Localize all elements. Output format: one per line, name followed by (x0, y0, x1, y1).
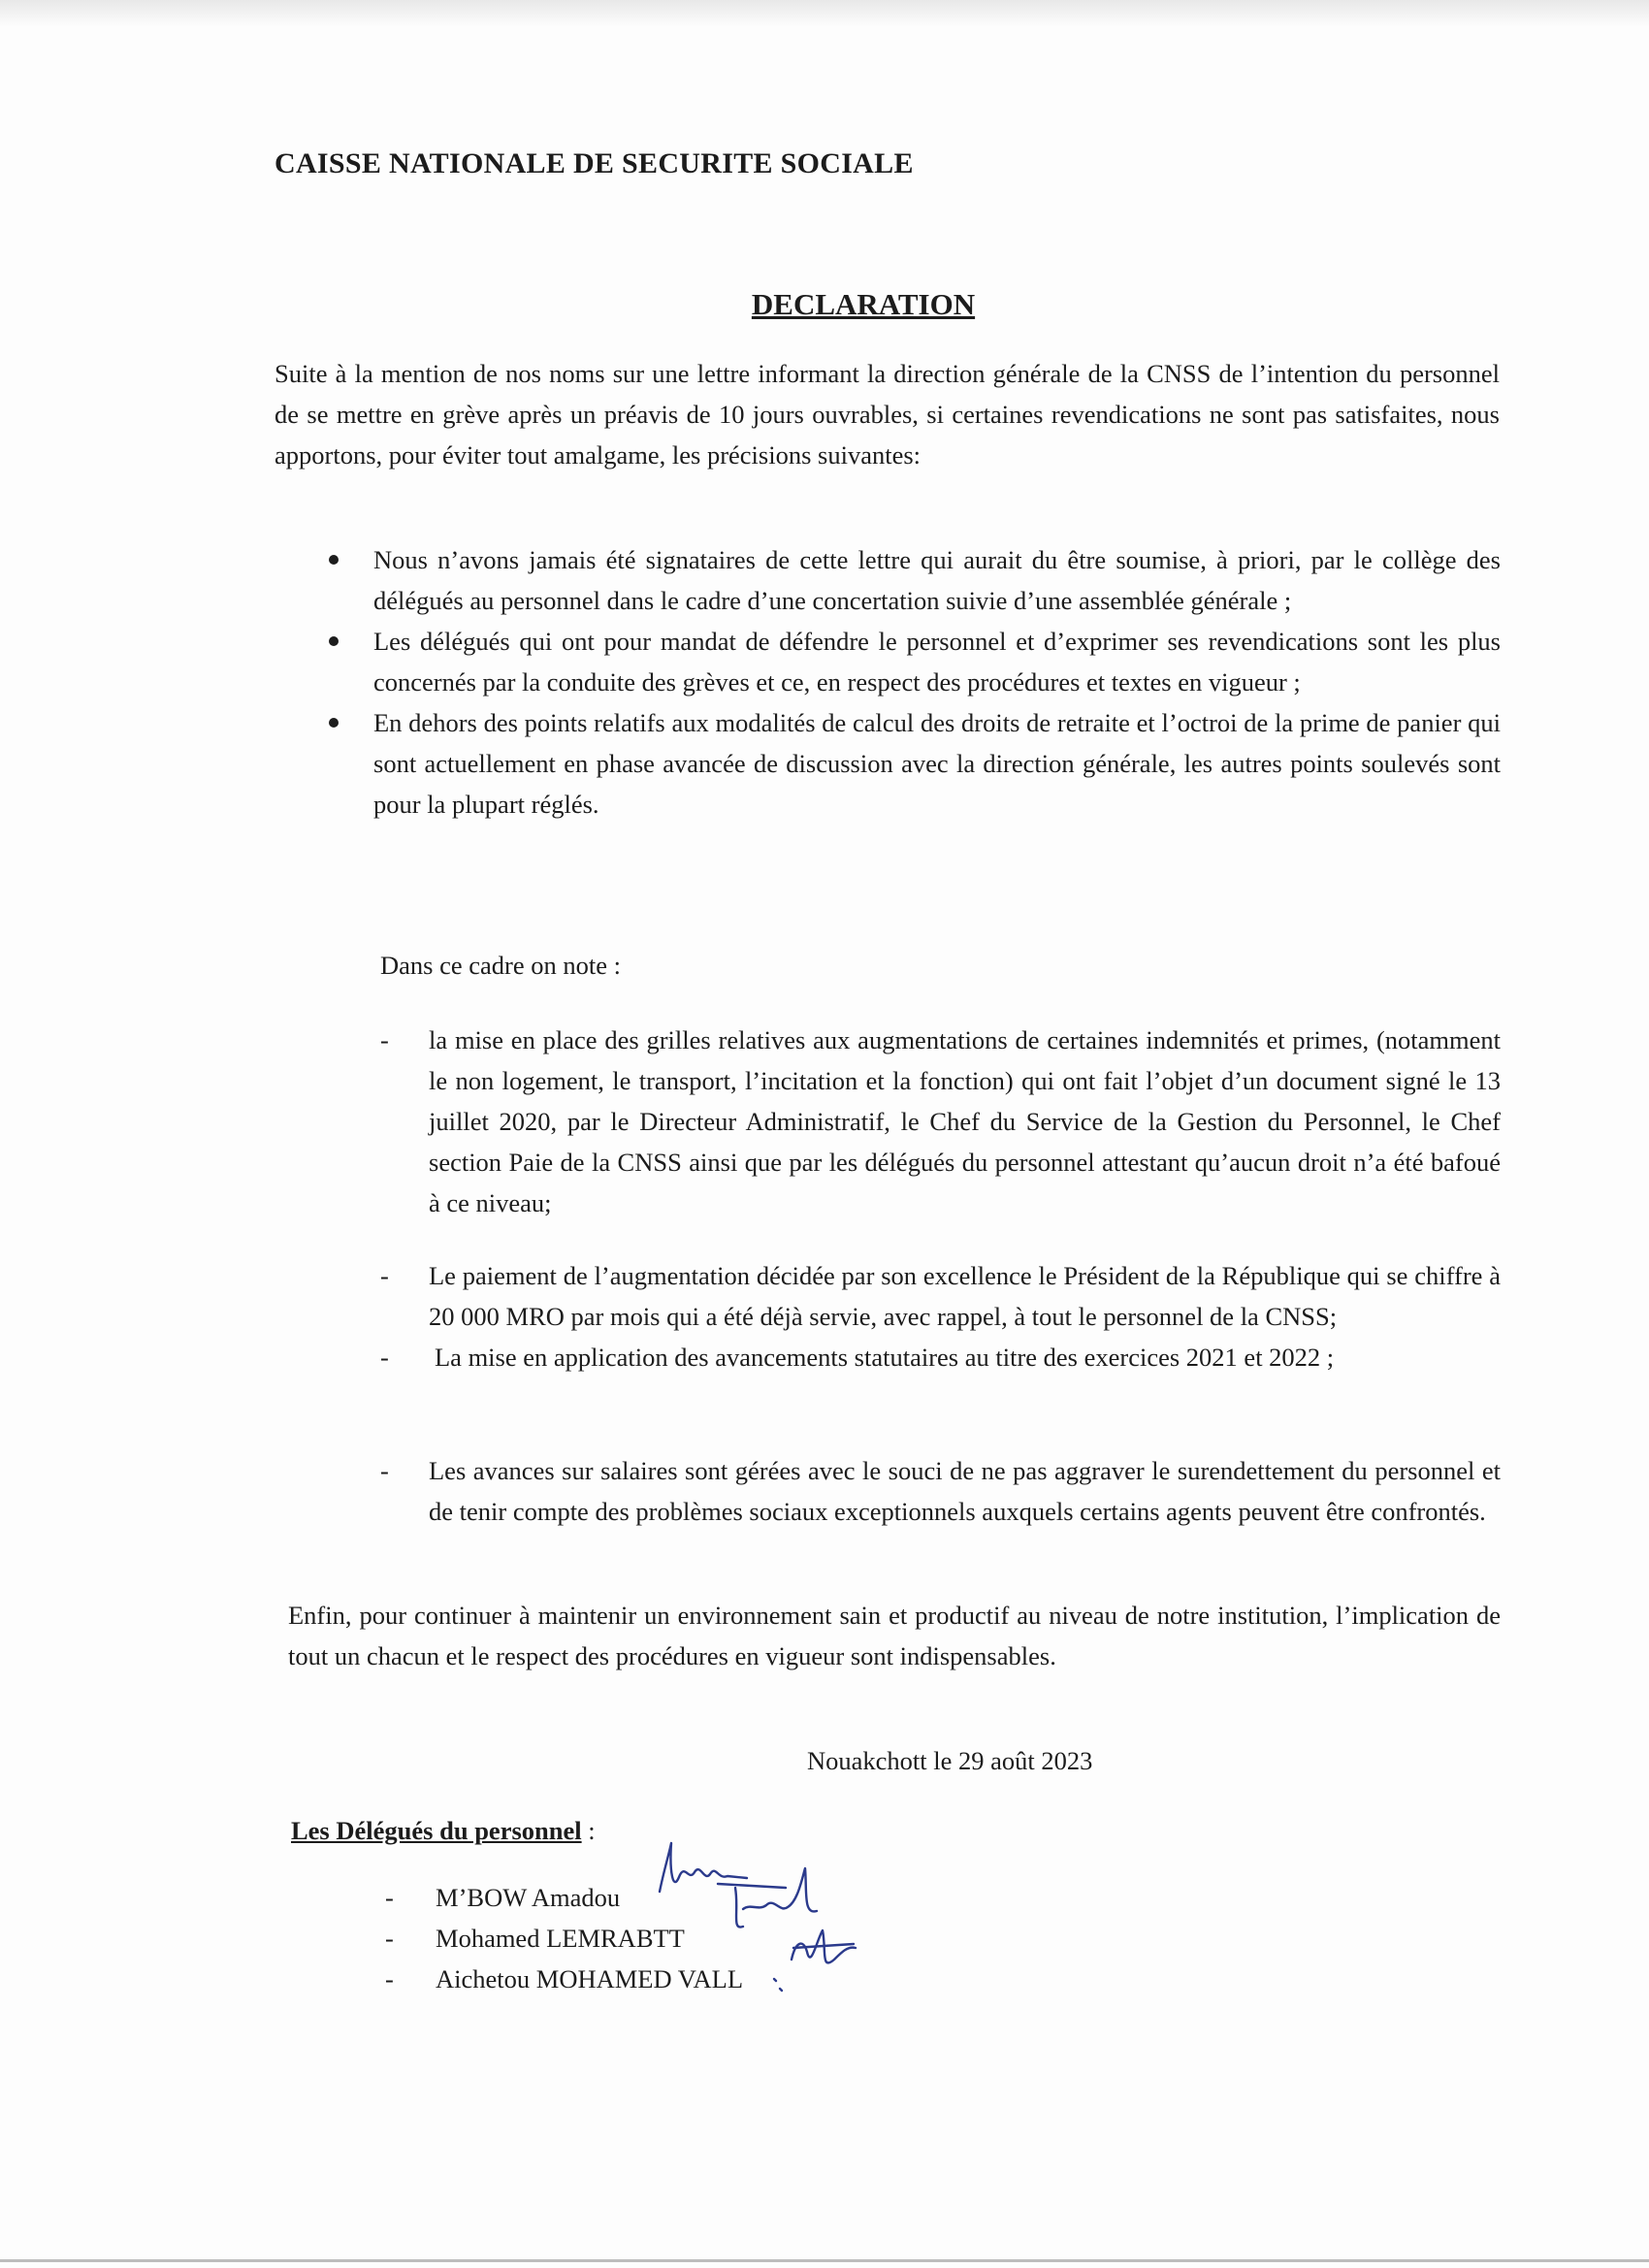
bullet-item: En dehors des points relatifs aux modalités de calcul des droits de retraite et l’octroi de la prime de panier qui sont actuellement en phase avancée de discussion avec la direction générale, les autres points soulevés sont pour la plupart réglés. (373, 702, 1501, 825)
note-item: - la mise en place des grilles relatives aux augmentations de certaines indemnités et primes, (notamment le non logement, le transport, l’incitation et la fonction) qui ont fait l’objet d’un document signé le 13 juillet 2020, par le Directeur Administratif, le Chef du Service de la Gestion du Personnel, le Chef section Paie de la CNSS ainsi que par les délégués du personnel attestant qu’aucun droit n’a été bafoué à ce niveau; (429, 1020, 1501, 1223)
scan-edge-shadow (0, 0, 1649, 27)
conclusion-paragraph: Enfin, pour continuer à maintenir un environnement sain et productif au niveau de notre institution, l’implication de tout un chacun et le respect des procédures en vigueur sont indispensables. (288, 1601, 1501, 1670)
bullet-item: Les délégués qui ont pour mandat de défendre le personnel et d’exprimer ses revendications sont les plus concernés par la conduite des grèves et ce, en respect des procédures et textes en vigueur ; (373, 621, 1501, 702)
organization-name: CAISSE NATIONALE DE SECURITE SOCIALE (275, 147, 914, 179)
scan-bottom-edge (0, 2259, 1649, 2262)
notes-list (429, 1450, 1501, 1532)
delegates-heading-text: Les Délégués du personnel (291, 1816, 582, 1845)
handwritten-signatures (650, 1833, 941, 2018)
note-item: - Le paiement de l’augmentation décidée par son excellence le Président de la République qui se chiffre à 20 000 MRO par mois qui a été déjà servie, avec rappel, à tout le personnel de la CNSS; (429, 1255, 1501, 1337)
bullet-item: Nous n’avons jamais été signataires de cette lettre qui aurait du être soumise, à priori, par le collège des délégués au personnel dans le cadre d’une concertation suivie d’une assemblée générale ; (373, 539, 1501, 621)
delegate-name: - Mohamed LEMRABTT (436, 1918, 743, 1959)
delegates-heading-colon: : (588, 1816, 596, 1845)
notes-list (429, 1255, 1501, 1377)
notes-heading: Dans ce cadre on note : (380, 951, 621, 980)
bullet-list (373, 539, 1501, 825)
note-item: - La mise en application des avancements statutaires au titre des exercices 2021 et 2022 ; (429, 1337, 1501, 1377)
document-title: DECLARATION (751, 287, 976, 321)
place-and-date: Nouakchott le 29 août 2023 (807, 1746, 1093, 1775)
delegate-name: - Aichetou MOHAMED VALL (436, 1959, 743, 1999)
intro-paragraph: Suite à la mention de nos noms sur une lettre informant la direction générale de la CNSS de l’intention du personnel de se mettre en grève après un préavis de 10 jours ouvrables, si certaines revendications ne sont pas satisfaites, nous apportons, pour éviter tout amalgame, les précisions suivantes: (275, 359, 1500, 470)
delegates-heading (291, 1816, 596, 1846)
note-item: - Les avances sur salaires sont gérées avec le souci de ne pas aggraver le surendettement du personnel et de tenir compte des problèmes sociaux exceptionnels auxquels certains agents peuvent être confrontés. (429, 1450, 1501, 1532)
notes-list (429, 1020, 1501, 1223)
delegate-name: - M’BOW Amadou (436, 1877, 743, 1918)
